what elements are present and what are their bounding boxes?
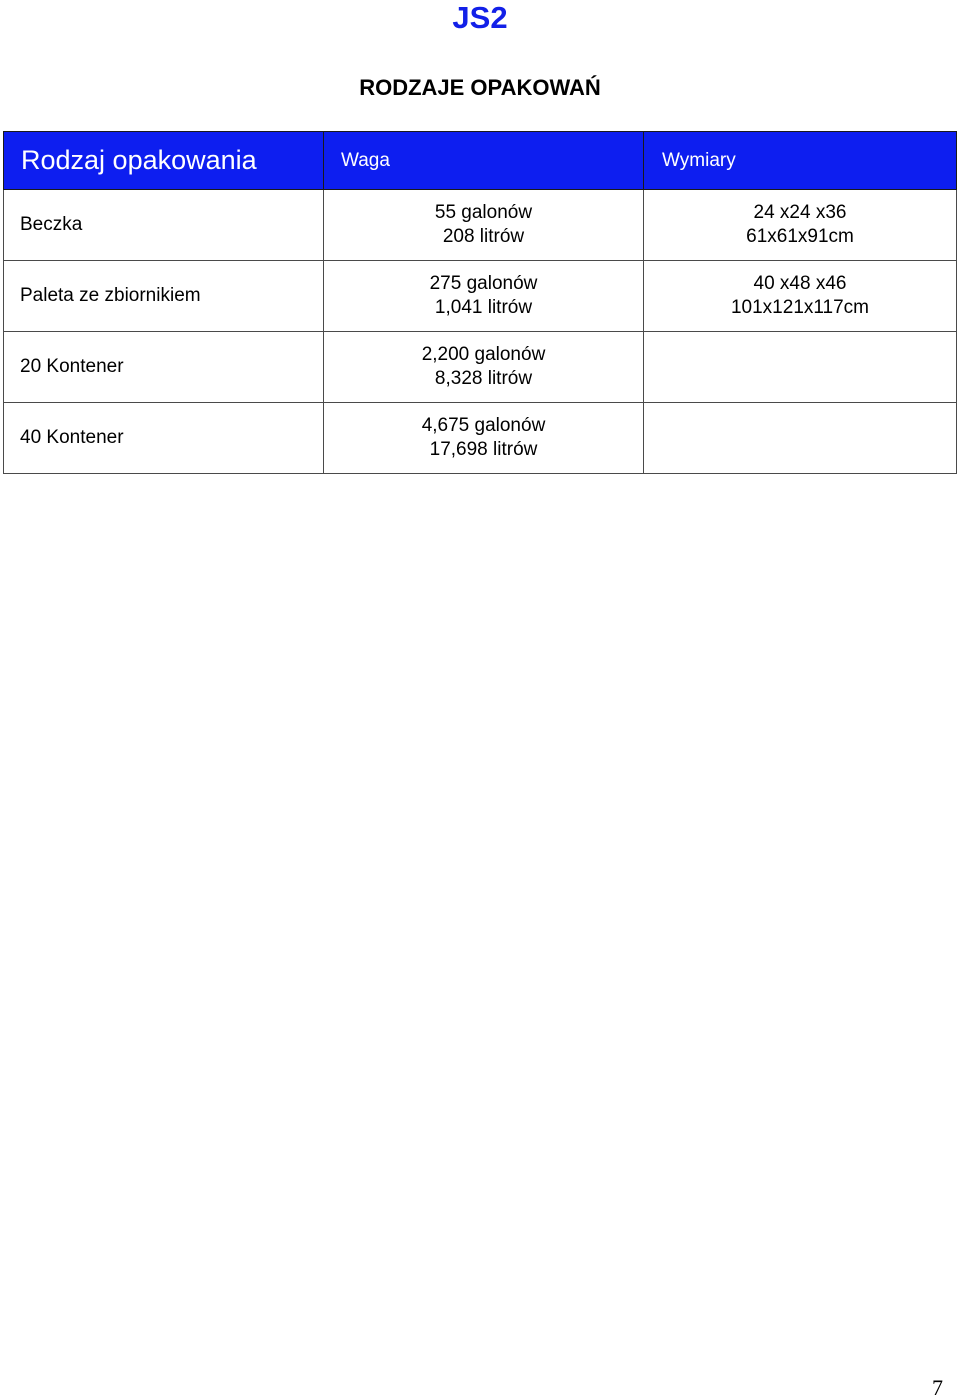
weight-gallons: 275 galonów [429,273,538,294]
row-dimensions [644,190,957,261]
logo: JS2 [452,0,508,35]
weight-gallons: 4,675 galonów [421,415,546,436]
row-dimensions [644,332,957,403]
page-title: RODZAJE OPAKOWAŃ [359,75,601,100]
weight-gallons: 55 galonów [434,202,533,223]
row-type: 40 Kontener [4,403,324,474]
column-header-weight: Waga [324,132,644,190]
weight-gallons: 2,200 galonów [421,344,546,365]
table-row [4,261,957,332]
table-row [4,403,957,474]
weight-liters: 208 litrów [442,226,525,247]
row-weight [324,190,644,261]
page-number: 7 [932,1375,943,1400]
table-header-row [4,132,957,190]
row-weight [324,261,644,332]
row-type: Paleta ze zbiornikiem [4,261,324,332]
weight-liters: 17,698 litrów [429,439,538,460]
row-dimensions [644,403,957,474]
column-header-dimensions: Wymiary [644,132,957,190]
dimensions-inches: 24 x24 x36 [753,202,847,223]
row-type: 20 Kontener [4,332,324,403]
dimensions-cm: 101x121x117cm [730,297,870,318]
weight-liters: 8,328 litrów [434,368,533,389]
row-weight [324,332,644,403]
dimensions-inches: 40 x48 x46 [753,273,847,294]
row-dimensions [644,261,957,332]
row-weight [324,403,644,474]
weight-liters: 1,041 litrów [434,297,533,318]
column-header-type: Rodzaj opakowania [4,132,324,190]
row-type: Beczka [4,190,324,261]
table-row [4,332,957,403]
packaging-table [3,131,957,474]
dimensions-cm: 61x61x91cm [746,226,854,247]
table-row [4,190,957,261]
